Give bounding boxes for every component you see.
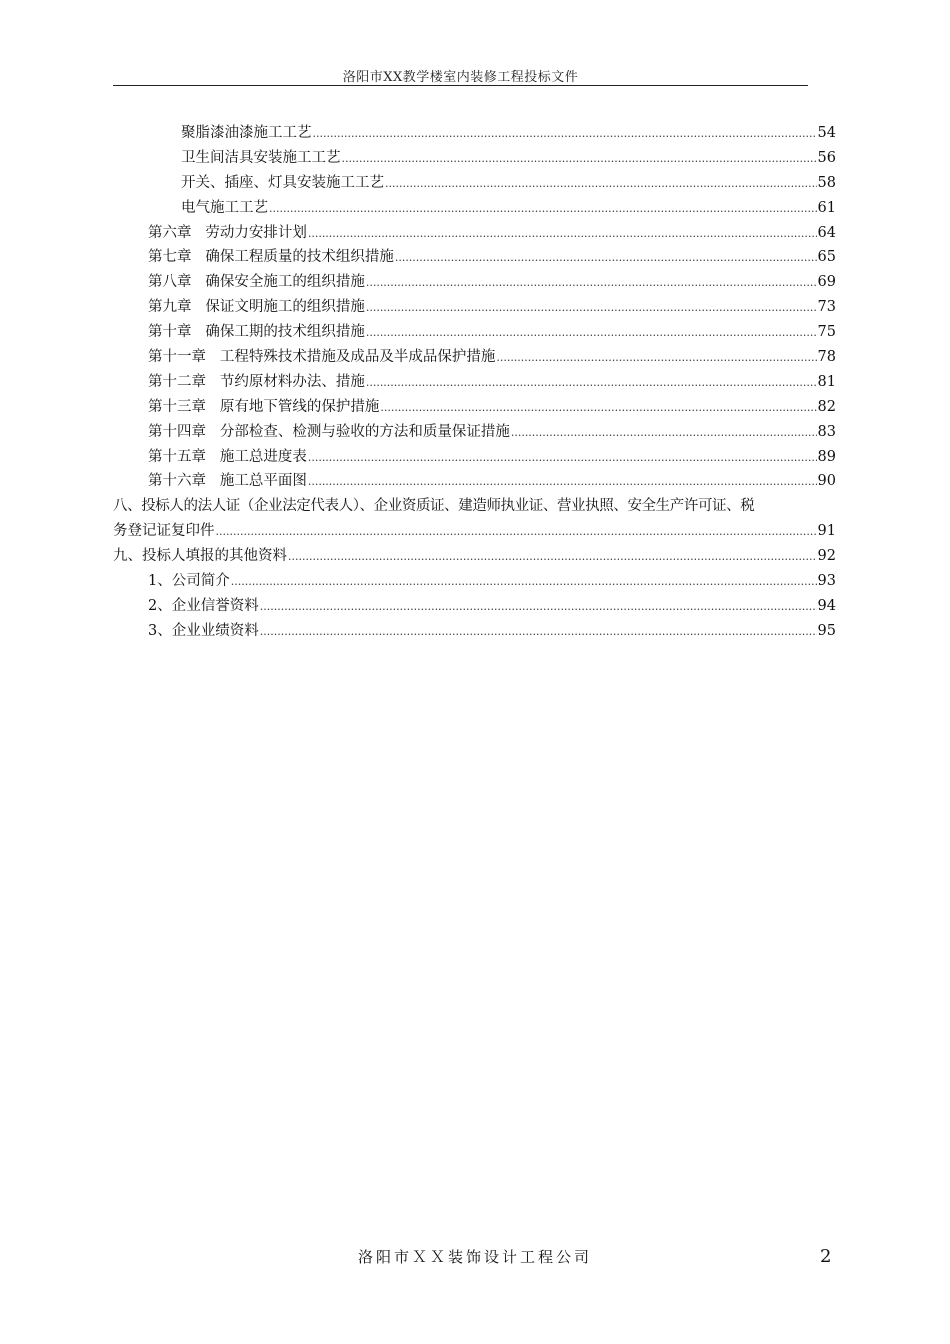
footer-page-number: 2 <box>820 1246 832 1267</box>
toc-entry-title: 第九章 保证文明施工的组织措施 <box>148 299 365 316</box>
toc-entry[interactable] <box>113 221 836 246</box>
toc-page-number: 58 <box>817 174 836 191</box>
toc-leader-dots <box>260 598 817 614</box>
toc-entry[interactable] <box>113 619 836 644</box>
toc-page-number: 64 <box>817 224 836 241</box>
toc-leader-dots <box>260 623 817 639</box>
toc-entry[interactable] <box>113 245 836 270</box>
toc-page-number: 90 <box>817 473 836 490</box>
toc-leader-dots <box>496 349 816 365</box>
toc-entry[interactable] <box>113 295 836 320</box>
toc-entry-title: 开关、插座、灯具安装施工工艺 <box>181 174 384 191</box>
toc-entry-title: 第十五章 施工总进度表 <box>148 448 307 465</box>
toc-leader-dots <box>366 299 817 315</box>
toc-entry-title: 电气施工工艺 <box>181 199 268 216</box>
toc-entry[interactable] <box>113 171 836 196</box>
toc-entry[interactable] <box>113 121 836 146</box>
toc-entry-title: 2、企业信誉资料 <box>148 597 259 614</box>
toc-entry[interactable] <box>113 569 836 594</box>
toc-leader-dots <box>313 125 817 141</box>
toc-entry-title: 3、企业业绩资料 <box>148 622 259 639</box>
toc-leader-dots <box>342 150 817 166</box>
toc-entry-title: 第十章 确保工期的技术组织措施 <box>148 324 365 341</box>
toc-entry-title: 1、公司简介 <box>148 573 230 590</box>
toc-entry-title: 卫生间洁具安装施工工艺 <box>181 149 341 166</box>
toc-page-number: 81 <box>817 373 836 390</box>
toc-entry[interactable] <box>113 370 836 395</box>
toc-page-number: 54 <box>817 125 836 141</box>
toc-entry-title: 八、投标人的法人证（企业法定代表人）、企业资质证、建造师执业证、营业执照、安全生产许可证、税 <box>113 498 755 515</box>
toc-page-number: 75 <box>817 324 836 341</box>
toc-entry-title: 第十六章 施工总平面图 <box>148 473 307 490</box>
footer-company-name: 洛阳市ＸＸ装饰设计工程公司 <box>357 1248 592 1266</box>
toc-leader-dots <box>216 523 817 539</box>
toc-entry-title: 务登记证复印件 <box>113 523 215 540</box>
toc-page-number: 89 <box>817 448 836 465</box>
toc-entry[interactable] <box>113 420 836 445</box>
toc-leader-dots <box>231 573 817 589</box>
toc-leader-dots <box>366 274 817 290</box>
toc-entry[interactable] <box>113 270 836 295</box>
toc-entry[interactable] <box>113 519 836 544</box>
toc-page-number: 82 <box>817 398 836 415</box>
toc-page-number: 95 <box>817 622 836 639</box>
toc-entry[interactable] <box>113 320 836 345</box>
toc-entry-wrapped-line[interactable] <box>113 494 836 519</box>
toc-leader-dots <box>288 548 817 564</box>
toc-leader-dots <box>366 324 817 340</box>
toc-entry[interactable] <box>113 146 836 171</box>
toc-page-number: 83 <box>817 423 836 440</box>
toc-entry[interactable] <box>113 469 836 494</box>
toc-leader-dots <box>308 225 817 241</box>
toc-page-number: 56 <box>817 149 836 166</box>
toc-entry-title: 第十二章 节约原材料办法、措施 <box>148 373 365 390</box>
toc-leader-dots <box>308 473 817 489</box>
toc-page-number: 69 <box>817 274 836 291</box>
toc-leader-dots <box>269 200 817 216</box>
header-divider <box>113 85 808 86</box>
toc-entry[interactable] <box>113 594 836 619</box>
table-of-contents <box>113 121 836 644</box>
toc-entry[interactable] <box>113 395 836 420</box>
toc-entry[interactable] <box>113 544 836 569</box>
toc-entry-title: 聚脂漆油漆施工工艺 <box>181 125 312 141</box>
toc-entry-title: 第十三章 原有地下管线的保护措施 <box>148 398 380 415</box>
toc-entry-title: 九、投标人填报的其他资料 <box>113 548 287 565</box>
toc-entry[interactable] <box>113 345 836 370</box>
toc-leader-dots <box>511 424 817 440</box>
toc-entry-title: 第七章 确保工程质量的技术组织措施 <box>148 249 394 266</box>
toc-leader-dots <box>380 399 816 415</box>
toc-page-number: 78 <box>817 349 836 366</box>
toc-entry-title: 第十四章 分部检查、检测与验收的方法和质量保证措施 <box>148 423 510 440</box>
toc-leader-dots <box>308 449 817 465</box>
toc-page-number: 92 <box>817 548 836 565</box>
toc-entry-title: 第六章 劳动力安排计划 <box>148 224 307 241</box>
toc-page-number: 93 <box>817 573 836 590</box>
toc-entry-title: 第十一章 工程特殊技术措施及成品及半成品保护措施 <box>148 349 496 366</box>
toc-page-number: 94 <box>817 597 836 614</box>
toc-page-number: 73 <box>817 299 836 316</box>
toc-entry-title: 第八章 确保安全施工的组织措施 <box>148 274 365 291</box>
toc-page-number: 91 <box>817 523 836 540</box>
toc-leader-dots <box>385 175 817 191</box>
toc-entry[interactable] <box>113 196 836 221</box>
toc-leader-dots <box>395 249 817 265</box>
toc-page-number: 61 <box>817 199 836 216</box>
toc-leader-dots <box>366 374 817 390</box>
toc-entry[interactable] <box>113 445 836 470</box>
header-title: 洛阳市XX教学楼室内装修工程投标文件 <box>342 70 579 85</box>
toc-page-number: 65 <box>817 249 836 266</box>
